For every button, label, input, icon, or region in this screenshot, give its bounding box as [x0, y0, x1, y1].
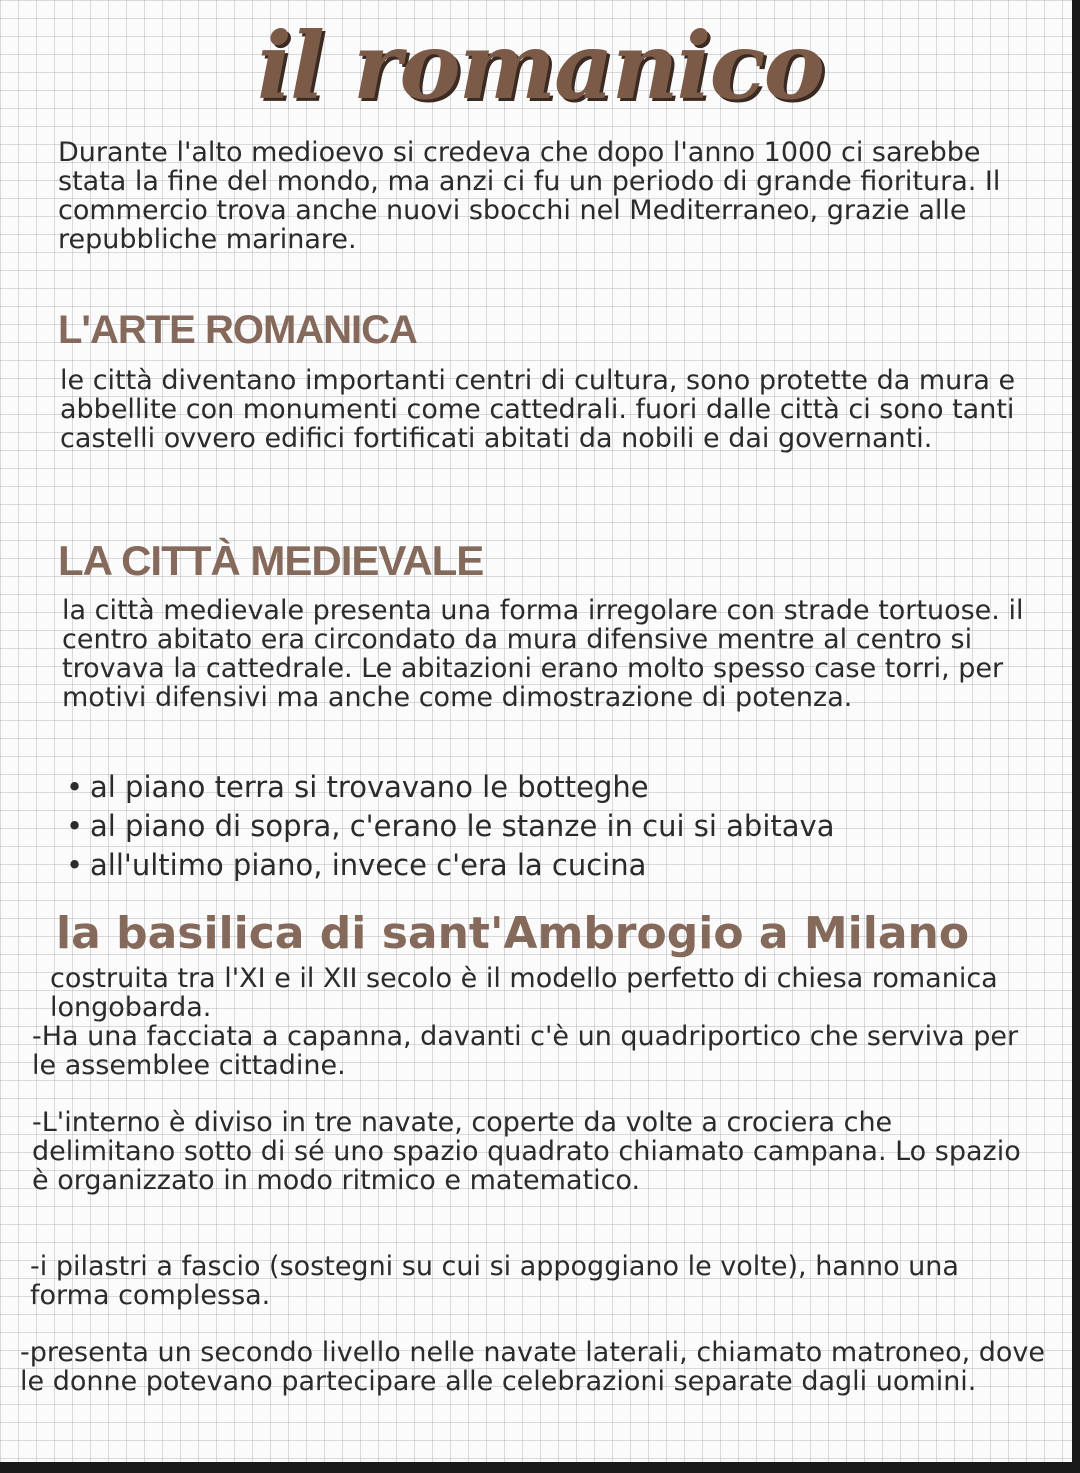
basilica-point-pilastri: -i pilastri a fascio (sostegni su cui si appoggiano le volte), hanno una forma complessa. — [30, 1251, 959, 1311]
page-title: il romanico — [257, 12, 823, 120]
list-item: • al piano terra si trovavano le botteghe — [66, 768, 834, 807]
heading-citta-medievale: LA CITTÀ MEDIEVALE — [58, 537, 484, 584]
list-item: • al piano di sopra, c'erano le stanze in cui si abitava — [66, 807, 834, 846]
citta-bullet-list — [66, 768, 834, 885]
basilica-point-facciata: -Ha una facciata a capanna, davanti c'è un quadriportico che serviva per le assemblee cittadine. — [32, 1021, 1019, 1081]
list-item: • all'ultimo piano, invece c'era la cucina — [66, 846, 834, 885]
intro-paragraph: Durante l'alto medioevo si credeva che dopo l'anno 1000 ci sarebbe stata la fine del mondo, ma anzi ci fu un periodo di grande fioritura. Il commercio trova anche nuovi sbocchi nel Mediterraneo, grazie alle repubbliche marinare. — [58, 137, 1001, 255]
heading-basilica: la basilica di sant'Ambrogio a Milano — [56, 908, 970, 959]
basilica-intro-paragraph: costruita tra l'XI e il XII secolo è il modello perfetto di chiesa romanica longobarda. — [50, 963, 998, 1023]
arte-romanica-paragraph: le città diventano importanti centri di cultura, sono protette da mura e abbellite con monumenti come cattedrali. fuori dalle città ci sono tanti castelli ovvero edifici fortificati abitati da nobili e dai governanti. — [60, 365, 1016, 454]
basilica-point-matroneo: -presenta un secondo livello nelle navate laterali, chiamato matroneo, dove le donne potevano partecipare alle celebrazioni separate dagli uomini. — [20, 1337, 1045, 1397]
heading-arte-romanica: L'ARTE ROMANICA — [58, 308, 417, 352]
basilica-point-interno: -L'interno è diviso in tre navate, coperte da volte a crociera che delimitano sotto di sé uno spazio quadrato chiamato campana. Lo spazio è organizzato in modo ritmico e matematico. — [32, 1107, 1021, 1196]
citta-medievale-paragraph: la città medievale presenta una forma irregolare con strade tortuose. il centro abitato era circondato da mura difensive mentre al centro si trovava la cattedrale. Le abitazioni erano molto spesso case torri, per motivi difensivi ma anche come dimostrazione di potenza. — [62, 595, 1024, 713]
